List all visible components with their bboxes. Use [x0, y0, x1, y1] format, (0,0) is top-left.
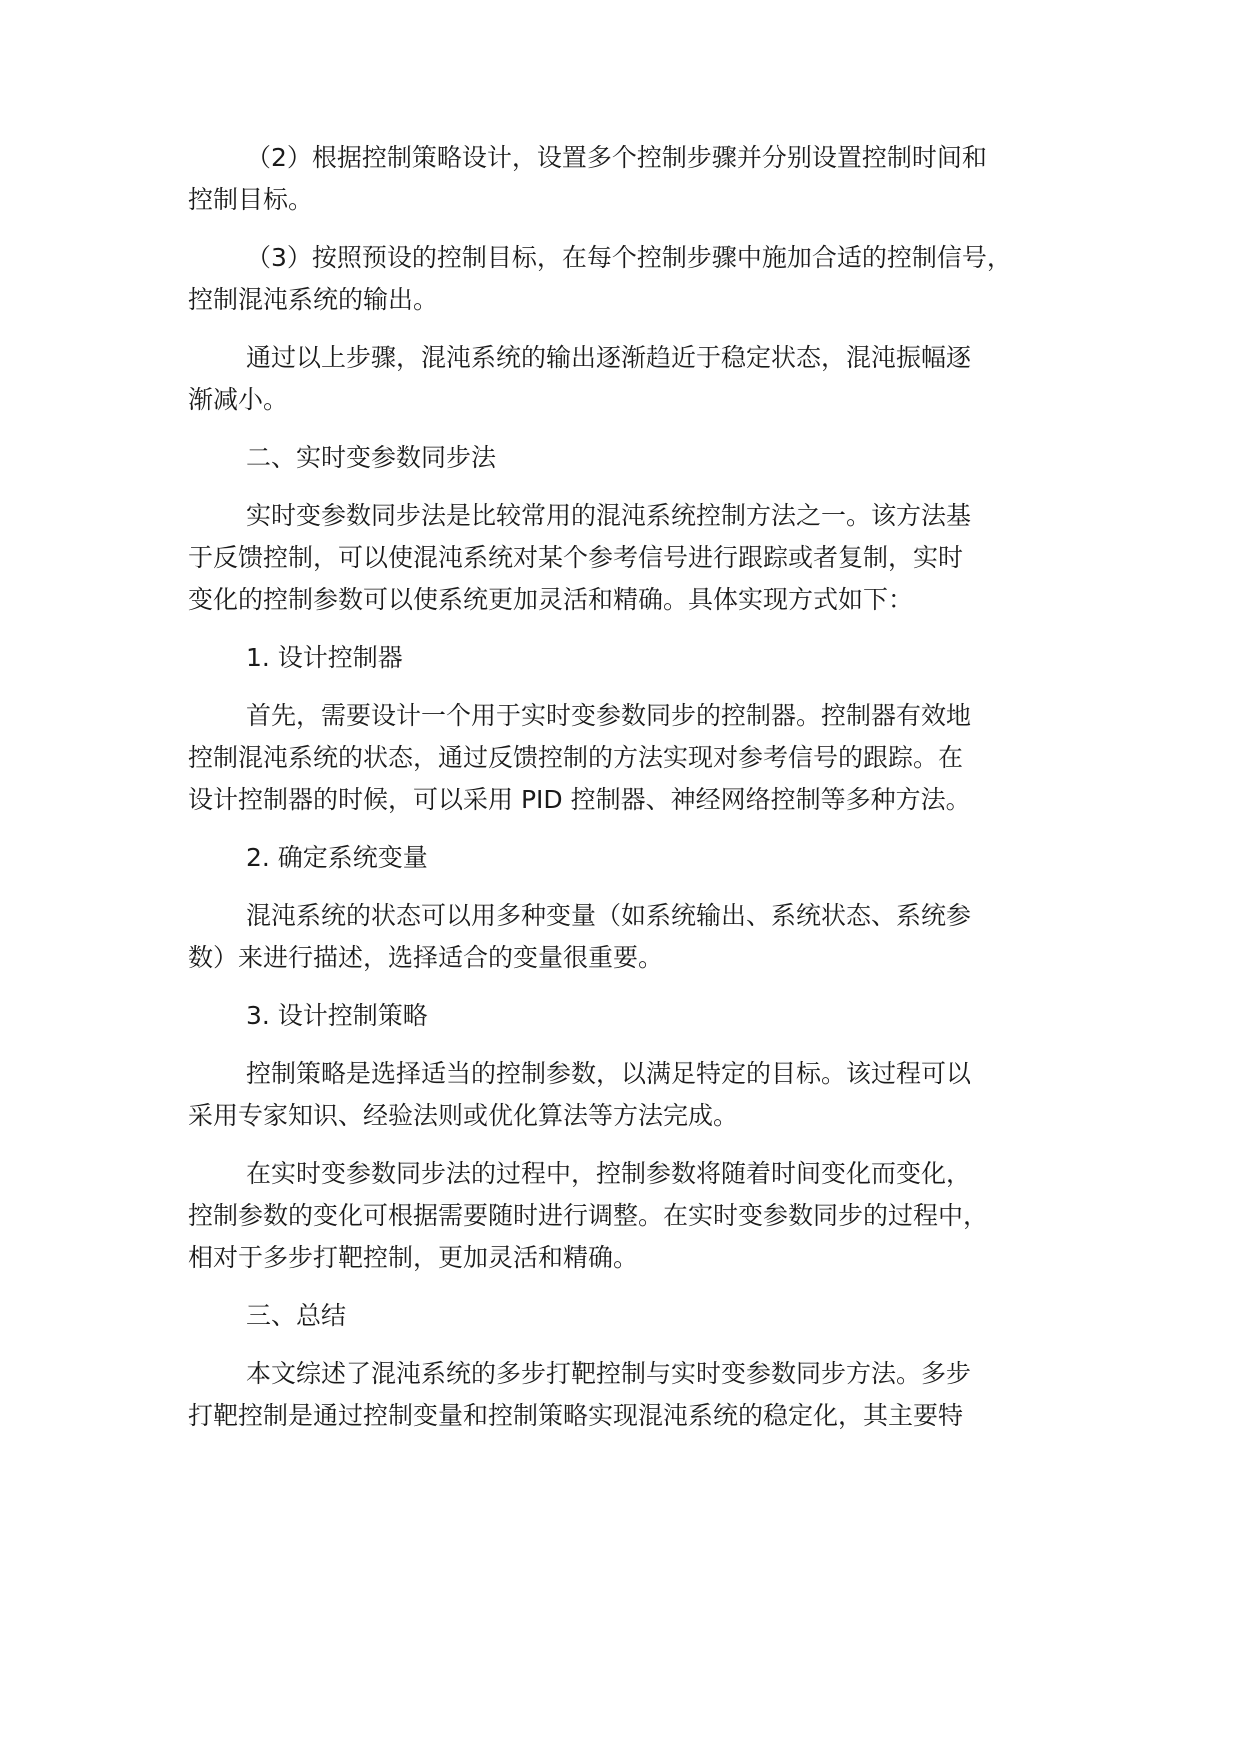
section-heading-3: 三、总结	[246, 1301, 347, 1330]
summary-paragraph-line-1: 通过以上步骤，混沌系统的输出逐渐趋近于稳定状态，混沌振幅逐	[246, 343, 972, 372]
summary-paragraph-line-2: 渐减小。	[188, 385, 289, 414]
subsection-1-line-2: 控制混沌系统的状态，通过反馈控制的方法实现对参考信号的跟踪。在	[188, 743, 964, 772]
conclusion-line-1: 本文综述了混沌系统的多步打靶控制与实时变参数同步方法。多步	[246, 1359, 972, 1388]
step-2-line-1: （2）根据控制策略设计，设置多个控制步骤并分别设置控制时间和	[246, 143, 987, 172]
section-2-intro-line-2: 于反馈控制，可以使混沌系统对某个参考信号进行跟踪或者复制，实时	[188, 543, 964, 572]
subsection-1-line-1: 首先，需要设计一个用于实时变参数同步的控制器。控制器有效地	[246, 701, 972, 730]
subsection-3-line-2: 采用专家知识、经验法则或优化算法等方法完成。	[188, 1101, 739, 1130]
section-2-intro-line-3: 变化的控制参数可以使系统更加灵活和精确。具体实现方式如下：	[188, 585, 914, 614]
process-paragraph-line-2: 控制参数的变化可根据需要随时进行调整。在实时变参数同步的过程中，	[188, 1201, 989, 1230]
subheading-2: 2. 确定系统变量	[246, 843, 428, 872]
step-3-line-1: （3）按照预设的控制目标，在每个控制步骤中施加合适的控制信号，	[246, 243, 1012, 272]
subsection-2-line-2: 数）来进行描述，选择适合的变量很重要。	[188, 943, 664, 972]
subsection-1-line-3: 设计控制器的时候，可以采用 PID 控制器、神经网络控制等多种方法。	[188, 785, 971, 814]
conclusion-line-2: 打靶控制是通过控制变量和控制策略实现混沌系统的稳定化，其主要特	[188, 1401, 964, 1430]
subheading-1: 1. 设计控制器	[246, 643, 403, 672]
section-2-intro-line-1: 实时变参数同步法是比较常用的混沌系统控制方法之一。该方法基	[246, 501, 972, 530]
subsection-2-line-1: 混沌系统的状态可以用多种变量（如系统输出、系统状态、系统参	[246, 901, 972, 930]
process-paragraph-line-1: 在实时变参数同步法的过程中，控制参数将随着时间变化而变化，	[246, 1159, 972, 1188]
step-3-line-2: 控制混沌系统的输出。	[188, 285, 439, 314]
subheading-3: 3. 设计控制策略	[246, 1001, 428, 1030]
subsection-3-line-1: 控制策略是选择适当的控制参数，以满足特定的目标。该过程可以	[246, 1059, 972, 1088]
process-paragraph-line-3: 相对于多步打靶控制，更加灵活和精确。	[188, 1243, 639, 1272]
section-heading-2: 二、实时变参数同步法	[246, 443, 497, 472]
step-2-line-2: 控制目标。	[188, 185, 314, 214]
